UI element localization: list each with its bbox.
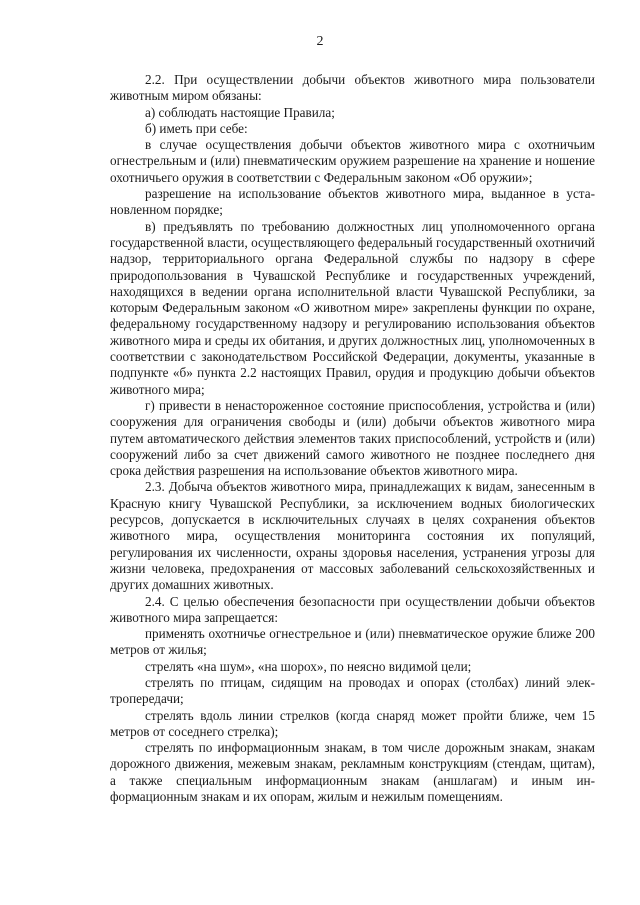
paragraph-prohibition-noise: стрелять «на шум», «на шорох», по неясно видимой цели; bbox=[145, 658, 472, 674]
paragraph-prohibition-power-lines: стрелять по птицам, сидящим на проводах и опорах (столбах) линий электропередачи; bbox=[110, 674, 595, 707]
paragraph-hunting-weapon-permit: в случае осуществления добычи объектов животного мира с охотничьим огнестрельным и (или) пневматическим оружием разрешение на хранение и ношение охотничьего оружия в соответствии с Федеральным законом «Об оружии»; bbox=[110, 137, 595, 185]
paragraph-prohibition-signs: стрелять по информационным знакам, в том числе дорожным знакам, знакам дорожного движения, межевым знакам, рекламным конструкциям (стендам, щитам), а также специальным информационным знакам (аншлагам) и иным информационным знакам и их опорам, жилым и нежилым помещениям. bbox=[110, 740, 595, 805]
paragraph-item-g: г) привести в ненастороженное состояние приспособления, устройства и (или) сооружения для ограничения свободы и (или) добычи объектов животного мира путем автоматического действия элементов таких приспособлений, устройств и (или) сооружений либо за счет движений самого животного не позднее последнего дня срока действия разрешения на использование объектов животного мира. bbox=[110, 397, 595, 479]
paragraph-prohibition-200m: применять охотничье огнестрельное и (или) пневматическое оружие ближе 200 метров от жилья; bbox=[110, 626, 595, 658]
paragraph-wildlife-use-permit: разрешение на использование объектов животного мира, выданное в установленном порядке; bbox=[110, 186, 595, 218]
paragraph-item-a: а) соблюдать настоящие Правила; bbox=[145, 104, 335, 120]
page-number: 2 bbox=[316, 34, 324, 49]
paragraph-2-4-intro: 2.4. С целью обеспечения безопасности при осуществлении добычи объектов животного мира запрещается: bbox=[110, 593, 595, 625]
paragraph-2-3: 2.3. Добыча объектов животного мира, принадлежащих к видам, занесенным в Красную книгу Чувашской Республики, за исключением водных биологических ресурсов, допускается в исключительных случаях в целях сохранения объектов животного мира, осуществления мониторинга состояния их популяций, регулирования их численности, охраны здоровья населения, устранения угрозы для жизни человека, предохранения от массовых заболеваний сельскохозяйственных и других домашних животных. bbox=[110, 479, 595, 593]
paragraph-prohibition-shooter-line: стрелять вдоль линии стрелков (когда снаряд может пройти ближе, чем 15 метров от соседнего стрелка); bbox=[110, 707, 595, 739]
document-body bbox=[110, 72, 595, 805]
paragraph-2-2-intro: 2.2. При осуществлении добычи объектов животного мира пользователи животным миром обязаны: bbox=[110, 72, 595, 104]
paragraph-item-v: в) предъявлять по требованию должностных лиц уполномоченного органа государственной власти, осуществляющего федеральный государственный охотничий надзор, территориального органа Федеральной службы по надзору в сфере природопользования в Чувашской Республике и государственных учреждений, находящихся в ведении органа исполнительной власти Чувашской Республики, за которым Федеральным законом «О животном мире» закреплены функции по охране, федеральному государственному надзору и регулированию использования объектов животного мира и среды их обитания, и других должностных лиц, уполномоченных в соответствии с законодательством Российской Федерации, документы, указанные в подпункте «б» пункта 2.2 настоящих Правил, орудия и продукцию добычи объектов животного мира; bbox=[110, 218, 595, 397]
paragraph-item-b: б) иметь при себе: bbox=[145, 120, 248, 136]
